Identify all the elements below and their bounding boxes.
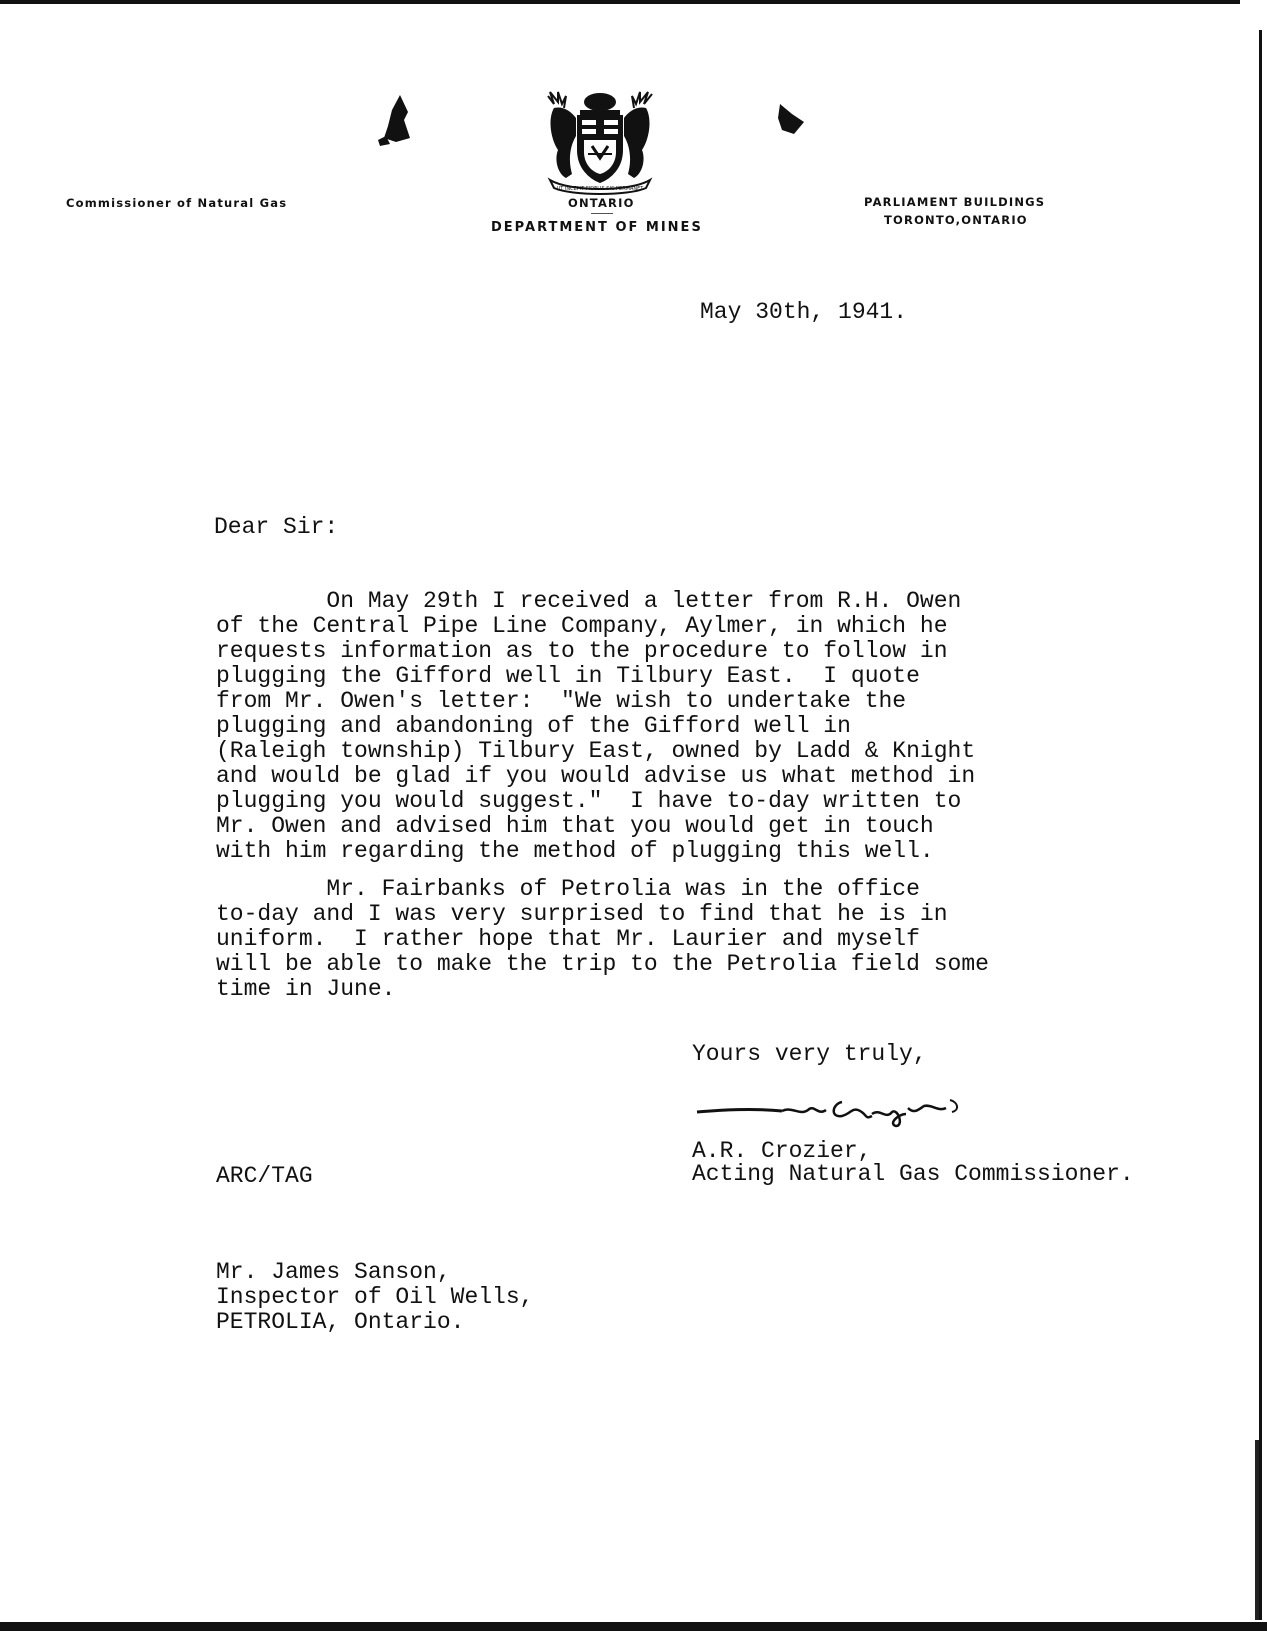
paragraph-line: and would be glad if you would advise us what method in: [216, 763, 976, 789]
body-paragraph-2: [216, 877, 989, 1002]
paragraph-line: will be able to make the trip to the Petrolia field some: [216, 951, 989, 977]
paragraph-line: from Mr. Owen's letter: "We wish to undertake the: [216, 688, 907, 714]
paragraph-line: of the Central Pipe Line Company, Aylmer, in which he: [216, 613, 948, 639]
paragraph-line: to-day and I was very surprised to find that he is in: [216, 901, 948, 927]
paragraph-line: time in June.: [216, 976, 396, 1002]
letterhead-rule: [591, 213, 613, 214]
address-line: Inspector of Oil Wells,: [216, 1284, 534, 1310]
handwritten-signature-icon: [692, 1090, 967, 1132]
letterhead-commissioner: Commissioner of Natural Gas: [66, 196, 288, 210]
letterhead-address-line2: TORONTO,ONTARIO: [884, 213, 1028, 227]
paragraph-line: plugging and abandoning of the Gifford well in: [216, 713, 851, 739]
address-line: PETROLIA, Ontario.: [216, 1309, 465, 1335]
scan-border-right: [1259, 30, 1262, 1620]
scan-border-bottom: [0, 1622, 1267, 1631]
body-paragraph-1: [216, 589, 975, 864]
paragraph-line: On May 29th I received a letter from R.H. Owen: [216, 588, 962, 614]
paragraph-line: plugging the Gifford well in Tilbury East. I quote: [216, 663, 920, 689]
ontario-coat-of-arms-icon: [540, 88, 660, 196]
ink-blot-right-icon: [772, 100, 812, 145]
paragraph-line: uniform. I rather hope that Mr. Laurier and myself: [216, 926, 920, 952]
scan-border-top: [0, 0, 1240, 4]
address-line: Mr. James Sanson,: [216, 1259, 451, 1285]
signer-name: A.R. Crozier,: [692, 1138, 872, 1164]
seal-motto: UT INCEPIT FIDELIS SIC PERMANET: [556, 186, 644, 192]
paragraph-line: Mr. Owen and advised him that you would get in touch: [216, 813, 934, 839]
salutation: Dear Sir:: [214, 514, 339, 540]
paragraph-line: Mr. Fairbanks of Petrolia was in the office: [216, 876, 920, 902]
closing: Yours very truly,: [692, 1041, 927, 1067]
letterhead-ontario: ONTARIO: [568, 196, 635, 210]
ink-blot-left-icon: [370, 90, 420, 155]
paragraph-line: requests information as to the procedure to follow in: [216, 638, 948, 664]
letterhead-department: DEPARTMENT OF MINES: [491, 220, 703, 235]
reference-initials: ARC/TAG: [216, 1163, 313, 1189]
signer-title: Acting Natural Gas Commissioner.: [692, 1161, 1134, 1187]
paragraph-line: (Raleigh township) Tilbury East, owned by Ladd & Knight: [216, 738, 976, 764]
paragraph-line: plugging you would suggest." I have to-day written to: [216, 788, 962, 814]
paragraph-line: with him regarding the method of plugging this well.: [216, 838, 934, 864]
letter-date: May 30th, 1941.: [700, 299, 908, 325]
scan-border-right-lower: [1255, 1440, 1259, 1620]
letterhead-address-line1: PARLIAMENT BUILDINGS: [864, 195, 1046, 209]
addressee-block: [216, 1260, 533, 1335]
